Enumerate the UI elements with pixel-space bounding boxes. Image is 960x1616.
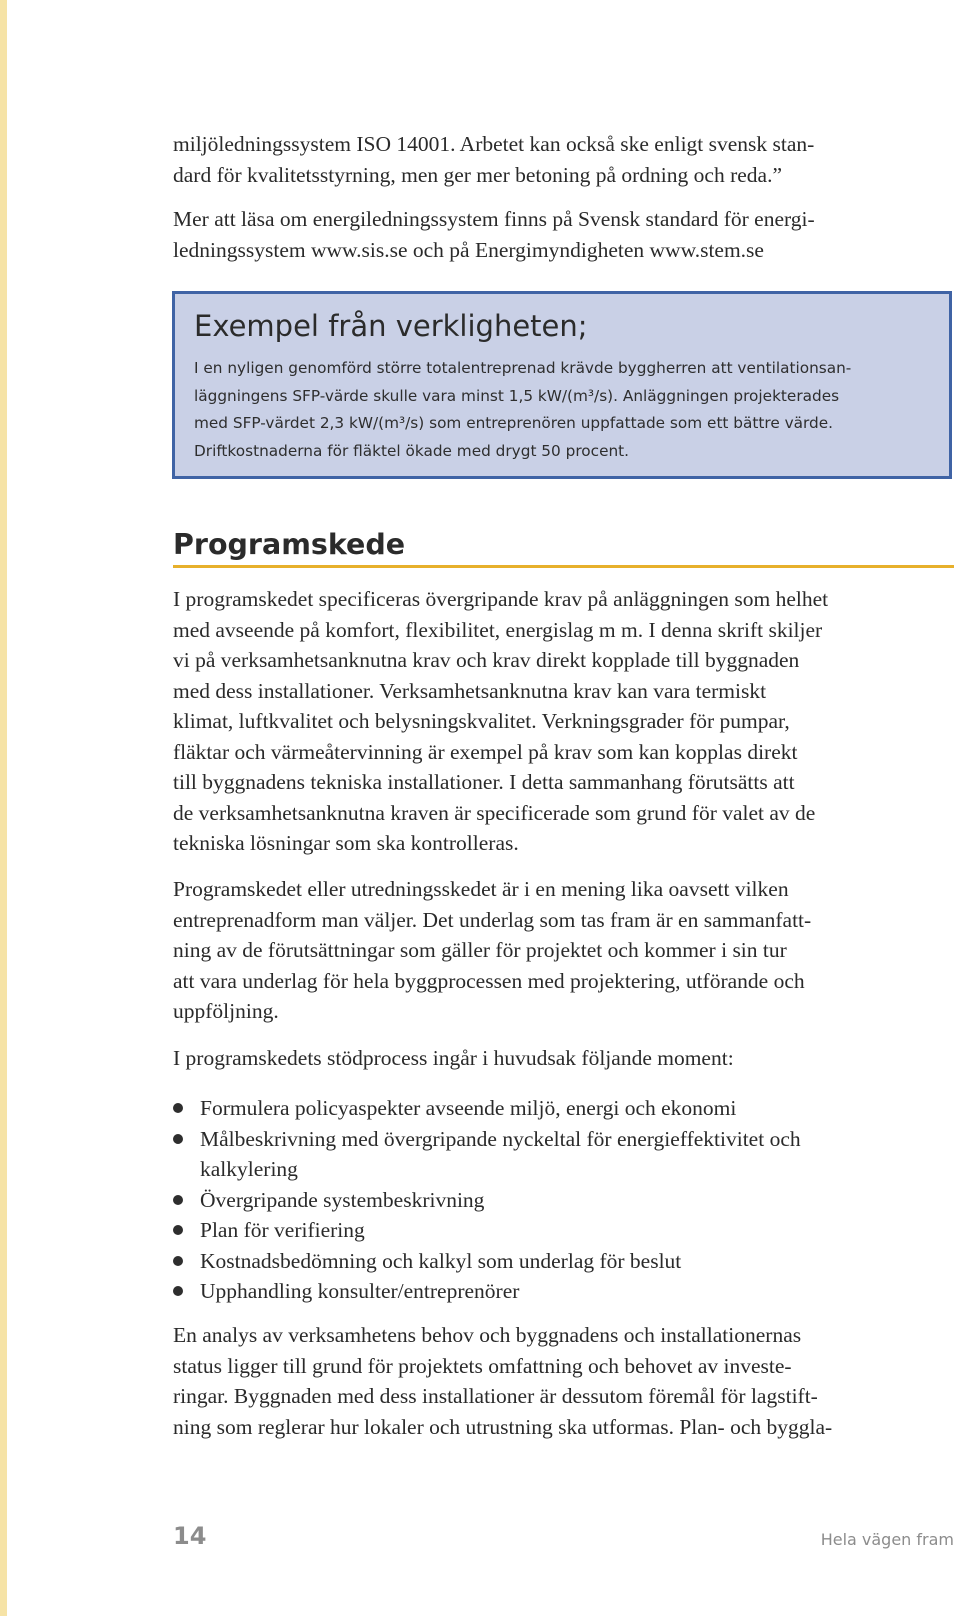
page-edge-strip	[0, 0, 7, 1616]
text-line: ning som reglerar hur lokaler och utrustning ska utformas. Plan- och byggla-	[173, 1414, 833, 1439]
bullet-icon	[173, 1256, 183, 1266]
example-box-title: Exempel från verkligheten;	[194, 309, 588, 343]
text-line: entreprenadform man väljer. Det underlag som tas fram är en sammanfatt-	[173, 907, 812, 932]
list-item-text: Övergripande systembeskrivning	[200, 1187, 485, 1212]
text-line: dard för kvalitetsstyrning, men ger mer betoning på ordning och reda.”	[173, 162, 782, 187]
bullet-icon	[173, 1225, 183, 1235]
page-number: 14	[173, 1522, 207, 1550]
text-line: fläktar och värmeåtervinning är exempel på krav som kan kopplas direkt	[173, 739, 798, 764]
list-item-text: Plan för verifiering	[200, 1218, 365, 1242]
list-item-text: kalkylering	[200, 1157, 298, 1181]
intro-paragraph-2	[173, 204, 945, 265]
text-line: vi på verksamhetsanknutna krav och krav direkt kopplade till byggnaden	[173, 648, 800, 672]
bullet-icon	[173, 1134, 183, 1144]
bullet-icon	[173, 1103, 183, 1113]
text-line: status ligger till grund för projektets omfattning och behovet av investe-	[173, 1353, 792, 1378]
running-title: Hela vägen fram	[820, 1530, 954, 1549]
text-line: att vara underlag för hela byggprocessen med projektering, utförande och	[173, 968, 805, 993]
moment-list	[173, 1093, 953, 1307]
list-item	[173, 1093, 953, 1124]
text-line: ning av de förutsättningar som gäller för projektet och kommer i sin tur	[173, 938, 787, 962]
text-line: läggningens SFP-värde skulle vara minst 1,5 kW/(m³/s). Anläggningen projekterades	[194, 386, 840, 405]
text-line: med avseende på komfort, flexibilitet, energislag m m. I denna skrift skiljer	[173, 617, 823, 642]
heading-underline	[173, 565, 954, 568]
text-line: till byggnadens tekniska installationer. I detta sammanhang förutsätts att	[173, 770, 795, 794]
section-paragraph-2	[173, 874, 945, 1027]
list-item-text: Målbeskrivning med övergripande nyckeltal för energieffektivitet och	[200, 1126, 801, 1151]
section-paragraph-4	[173, 1320, 945, 1442]
text-line: Programskedet eller utredningsskedet är i en mening lika oavsett vilken	[173, 877, 789, 901]
list-item-text: Formulera policyaspekter avseende miljö, energi och ekonomi	[200, 1096, 737, 1120]
list-item-text: Kostnadsbedömning och kalkyl som underlag för beslut	[200, 1248, 682, 1273]
text-line: miljöledningssystem ISO 14001. Arbetet kan också ske enligt svensk stan-	[173, 132, 815, 156]
text-line: Driftkostnaderna för fläktel ökade med drygt 50 procent.	[194, 441, 630, 460]
text-line: med SFP-värdet 2,3 kW/(m³/s) som entreprenören uppfattade som ett bättre värde.	[194, 414, 834, 432]
example-callout-box	[172, 291, 952, 479]
list-item	[173, 1246, 953, 1277]
section-paragraph-3	[173, 1043, 945, 1074]
text-line: En analys av verksamhetens behov och byggnadens och installationernas	[173, 1323, 802, 1347]
bullet-icon	[173, 1286, 183, 1296]
list-item	[173, 1185, 953, 1216]
text-line: ledningssystem www.sis.se och på Energimyndigheten www.stem.se	[173, 237, 764, 262]
list-item	[173, 1276, 953, 1307]
example-box-body	[194, 355, 931, 465]
text-line: uppföljning.	[173, 999, 279, 1023]
list-item-text: Upphandling konsulter/entreprenörer	[200, 1279, 520, 1303]
text-line: Mer att läsa om energiledningssystem finns på Svensk standard för energi-	[173, 207, 815, 231]
text-line: de verksamhetsanknutna kraven är specificerade som grund för valet av de	[173, 800, 816, 825]
text-line: tekniska lösningar som ska kontrolleras.	[173, 831, 519, 855]
list-item	[173, 1124, 953, 1185]
text-line: I programskedets stödprocess ingår i huvudsak följande moment:	[173, 1046, 734, 1070]
text-line: klimat, luftkvalitet och belysningskvalitet. Verkningsgrader för pumpar,	[173, 709, 790, 733]
section-paragraph-1	[173, 584, 945, 859]
text-line: I en nyligen genomförd större totalentreprenad krävde byggherren att ventilationsan-	[194, 359, 852, 377]
list-item	[173, 1215, 953, 1246]
text-line: I programskedet specificeras övergripande krav på anläggningen som helhet	[173, 587, 829, 611]
bullet-icon	[173, 1195, 183, 1205]
intro-paragraph-1	[173, 129, 945, 190]
text-line: ringar. Byggnaden med dess installationer är dessutom föremål för lagstift-	[173, 1384, 818, 1408]
section-heading: Programskede	[173, 528, 406, 561]
text-line: med dess installationer. Verksamhetsanknutna krav kan vara termiskt	[173, 678, 767, 703]
